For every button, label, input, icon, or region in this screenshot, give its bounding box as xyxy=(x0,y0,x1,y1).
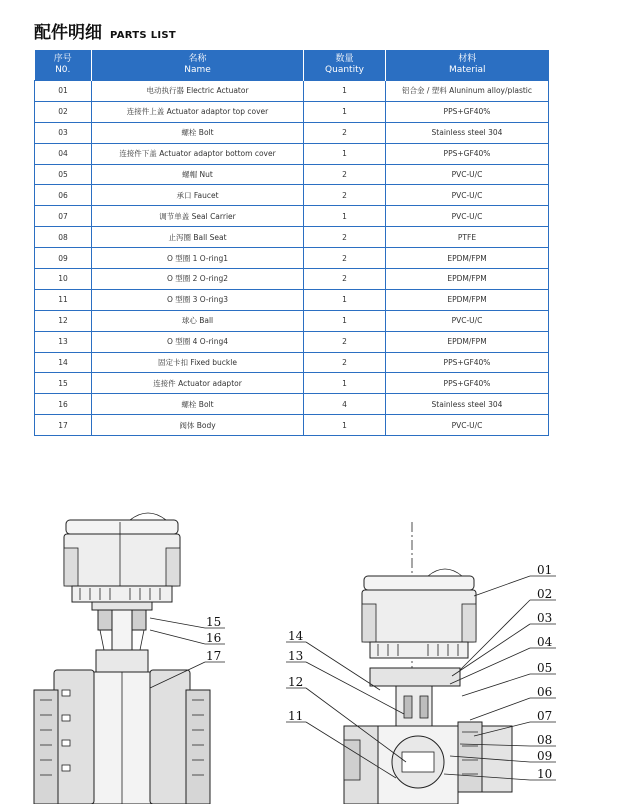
part-name: 连接件 Actuator adaptor xyxy=(92,373,304,394)
part-quantity: 2 xyxy=(304,352,386,373)
header-label-cn: 序号 xyxy=(53,54,72,64)
callout-label: 17 xyxy=(206,649,222,663)
part-material: EPDM/FPM xyxy=(386,331,549,352)
table-row xyxy=(35,352,549,373)
part-material: Stainless steel 304 xyxy=(386,122,549,143)
part-name: 螺栓 Bolt xyxy=(92,394,304,415)
header-label-en: Quantity xyxy=(325,65,364,75)
actuator-dome xyxy=(130,513,166,520)
part-quantity: 4 xyxy=(304,394,386,415)
part-quantity: 2 xyxy=(304,122,386,143)
table-row xyxy=(35,101,549,122)
part-name: 调节单盖 Seal Carrier xyxy=(92,206,304,227)
header-number xyxy=(35,50,92,81)
part-quantity: 1 xyxy=(304,415,386,436)
callout-label: 09 xyxy=(537,749,553,763)
part-material: PTFE xyxy=(386,227,549,248)
part-name: O 型圈 1 O-ring1 xyxy=(92,248,304,269)
part-name: O 型圈 4 O-ring4 xyxy=(92,331,304,352)
part-material: PVC-U/C xyxy=(386,185,549,206)
bolt-left xyxy=(98,610,112,630)
callout-label: 12 xyxy=(288,675,304,689)
table-row xyxy=(35,415,549,436)
callout-label: 16 xyxy=(206,631,222,645)
part-material: PPS+GF40% xyxy=(386,373,549,394)
header-name xyxy=(92,50,304,81)
part-number: 05 xyxy=(35,164,92,185)
adaptor-cover xyxy=(370,668,460,686)
header-label-en: Name xyxy=(184,65,211,75)
part-name: 连接件下盖 Actuator adaptor bottom cover xyxy=(92,143,304,164)
left-valve-view xyxy=(34,513,225,804)
callout-label: 01 xyxy=(537,563,553,577)
header-quantity xyxy=(304,50,386,81)
actuator-cap-left xyxy=(64,548,78,586)
part-number: 10 xyxy=(35,269,92,290)
part-quantity: 1 xyxy=(304,101,386,122)
callout-label: 11 xyxy=(288,709,304,723)
part-number: 08 xyxy=(35,227,92,248)
actuator-top xyxy=(66,520,178,534)
part-number: 13 xyxy=(35,331,92,352)
table-row xyxy=(35,122,549,143)
part-quantity: 1 xyxy=(304,206,386,227)
part-quantity: 1 xyxy=(304,373,386,394)
part-quantity: 1 xyxy=(304,289,386,310)
page-title xyxy=(34,18,176,43)
part-number: 16 xyxy=(35,394,92,415)
callout-label: 10 xyxy=(537,767,553,781)
table-row xyxy=(35,185,549,206)
part-name: 螺帽 Nut xyxy=(92,164,304,185)
parts-table-body xyxy=(35,81,549,436)
part-quantity: 2 xyxy=(304,248,386,269)
part-material: Stainless steel 304 xyxy=(386,394,549,415)
table-row xyxy=(35,373,549,394)
actuator-body xyxy=(64,534,180,586)
part-quantity: 2 xyxy=(304,269,386,290)
callout-label: 13 xyxy=(288,649,304,663)
actuator-base xyxy=(370,642,468,658)
callout-label: 05 xyxy=(537,661,553,675)
part-material: EPDM/FPM xyxy=(386,289,549,310)
part-number: 09 xyxy=(35,248,92,269)
actuator-top xyxy=(364,576,474,590)
part-name: 承口 Faucet xyxy=(92,185,304,206)
part-number: 04 xyxy=(35,143,92,164)
part-material: PPS+GF40% xyxy=(386,352,549,373)
faucet-left xyxy=(34,690,58,804)
part-material: 铝合金 / 塑料 Aluninum alloy/plastic xyxy=(386,81,549,102)
header-label-en: N0. xyxy=(55,65,71,75)
part-name: 固定卡扣 Fixed buckle xyxy=(92,352,304,373)
part-number: 03 xyxy=(35,122,92,143)
part-name: O 型圈 3 O-ring3 xyxy=(92,289,304,310)
part-number: 14 xyxy=(35,352,92,373)
part-quantity: 1 xyxy=(304,310,386,331)
right-valve-view xyxy=(286,522,556,804)
actuator-dome xyxy=(428,569,462,576)
callout-label: 08 xyxy=(537,733,553,747)
header-label-cn: 材料 xyxy=(458,54,477,64)
faucet-right xyxy=(186,690,210,804)
part-quantity: 1 xyxy=(304,81,386,102)
part-number: 17 xyxy=(35,415,92,436)
part-material: EPDM/FPM xyxy=(386,248,549,269)
part-number: 11 xyxy=(35,289,92,310)
table-row xyxy=(35,289,549,310)
part-quantity: 2 xyxy=(304,164,386,185)
part-name: 止泻圈 Ball Seat xyxy=(92,227,304,248)
actuator-base xyxy=(72,586,172,602)
part-quantity: 1 xyxy=(304,143,386,164)
bolt-right xyxy=(132,610,146,630)
table-row xyxy=(35,143,549,164)
part-material: PVC-U/C xyxy=(386,415,549,436)
adaptor-stem xyxy=(112,610,132,650)
table-row xyxy=(35,269,549,290)
part-name: 螺栓 Bolt xyxy=(92,122,304,143)
part-material: PPS+GF40% xyxy=(386,143,549,164)
header-label-cn: 数量 xyxy=(335,54,354,64)
part-quantity: 2 xyxy=(304,331,386,352)
part-material: EPDM/FPM xyxy=(386,269,549,290)
part-material: PVC-U/C xyxy=(386,164,549,185)
callout-label: 07 xyxy=(537,709,553,723)
table-row xyxy=(35,331,549,352)
part-material: PPS+GF40% xyxy=(386,101,549,122)
table-header-row xyxy=(35,50,549,81)
part-number: 07 xyxy=(35,206,92,227)
callout-label: 06 xyxy=(537,685,553,699)
table-row xyxy=(35,310,549,331)
callout-label: 04 xyxy=(537,635,553,649)
table-row xyxy=(35,227,549,248)
title-english: PARTS LIST xyxy=(110,30,177,41)
callout-label: 02 xyxy=(537,587,553,601)
callout-label: 14 xyxy=(288,629,304,643)
part-material: PVC-U/C xyxy=(386,206,549,227)
part-quantity: 2 xyxy=(304,227,386,248)
union-nut-right xyxy=(150,670,190,804)
part-number: 02 xyxy=(35,101,92,122)
part-name: 连接件上盖 Actuator adaptor top cover xyxy=(92,101,304,122)
header-material xyxy=(386,50,549,81)
parts-table xyxy=(34,50,549,436)
union-nut-left xyxy=(54,670,94,804)
header-label-en: Material xyxy=(448,65,486,75)
part-name: 阀体 Body xyxy=(92,415,304,436)
callout-label: 03 xyxy=(537,611,553,625)
actuator-cap-right xyxy=(166,548,180,586)
part-name: 电动执行器 Electric Actuator xyxy=(92,81,304,102)
part-material: PVC-U/C xyxy=(386,310,549,331)
table-row xyxy=(35,206,549,227)
header-label-cn: 名称 xyxy=(188,54,207,64)
table-row xyxy=(35,248,549,269)
part-name: 球心 Ball xyxy=(92,310,304,331)
part-name: O 型圈 2 O-ring2 xyxy=(92,269,304,290)
title-chinese: 配件明细 xyxy=(34,23,102,43)
part-number: 12 xyxy=(35,310,92,331)
table-row xyxy=(35,81,549,102)
valve-exploded-drawing xyxy=(0,500,623,804)
part-number: 01 xyxy=(35,81,92,102)
adaptor-neck xyxy=(96,650,148,672)
table-row xyxy=(35,394,549,415)
table-row xyxy=(35,164,549,185)
adaptor-plate xyxy=(92,602,152,610)
actuator-body xyxy=(362,590,476,642)
part-number: 15 xyxy=(35,373,92,394)
callout-label: 15 xyxy=(206,615,222,629)
part-number: 06 xyxy=(35,185,92,206)
part-quantity: 2 xyxy=(304,185,386,206)
